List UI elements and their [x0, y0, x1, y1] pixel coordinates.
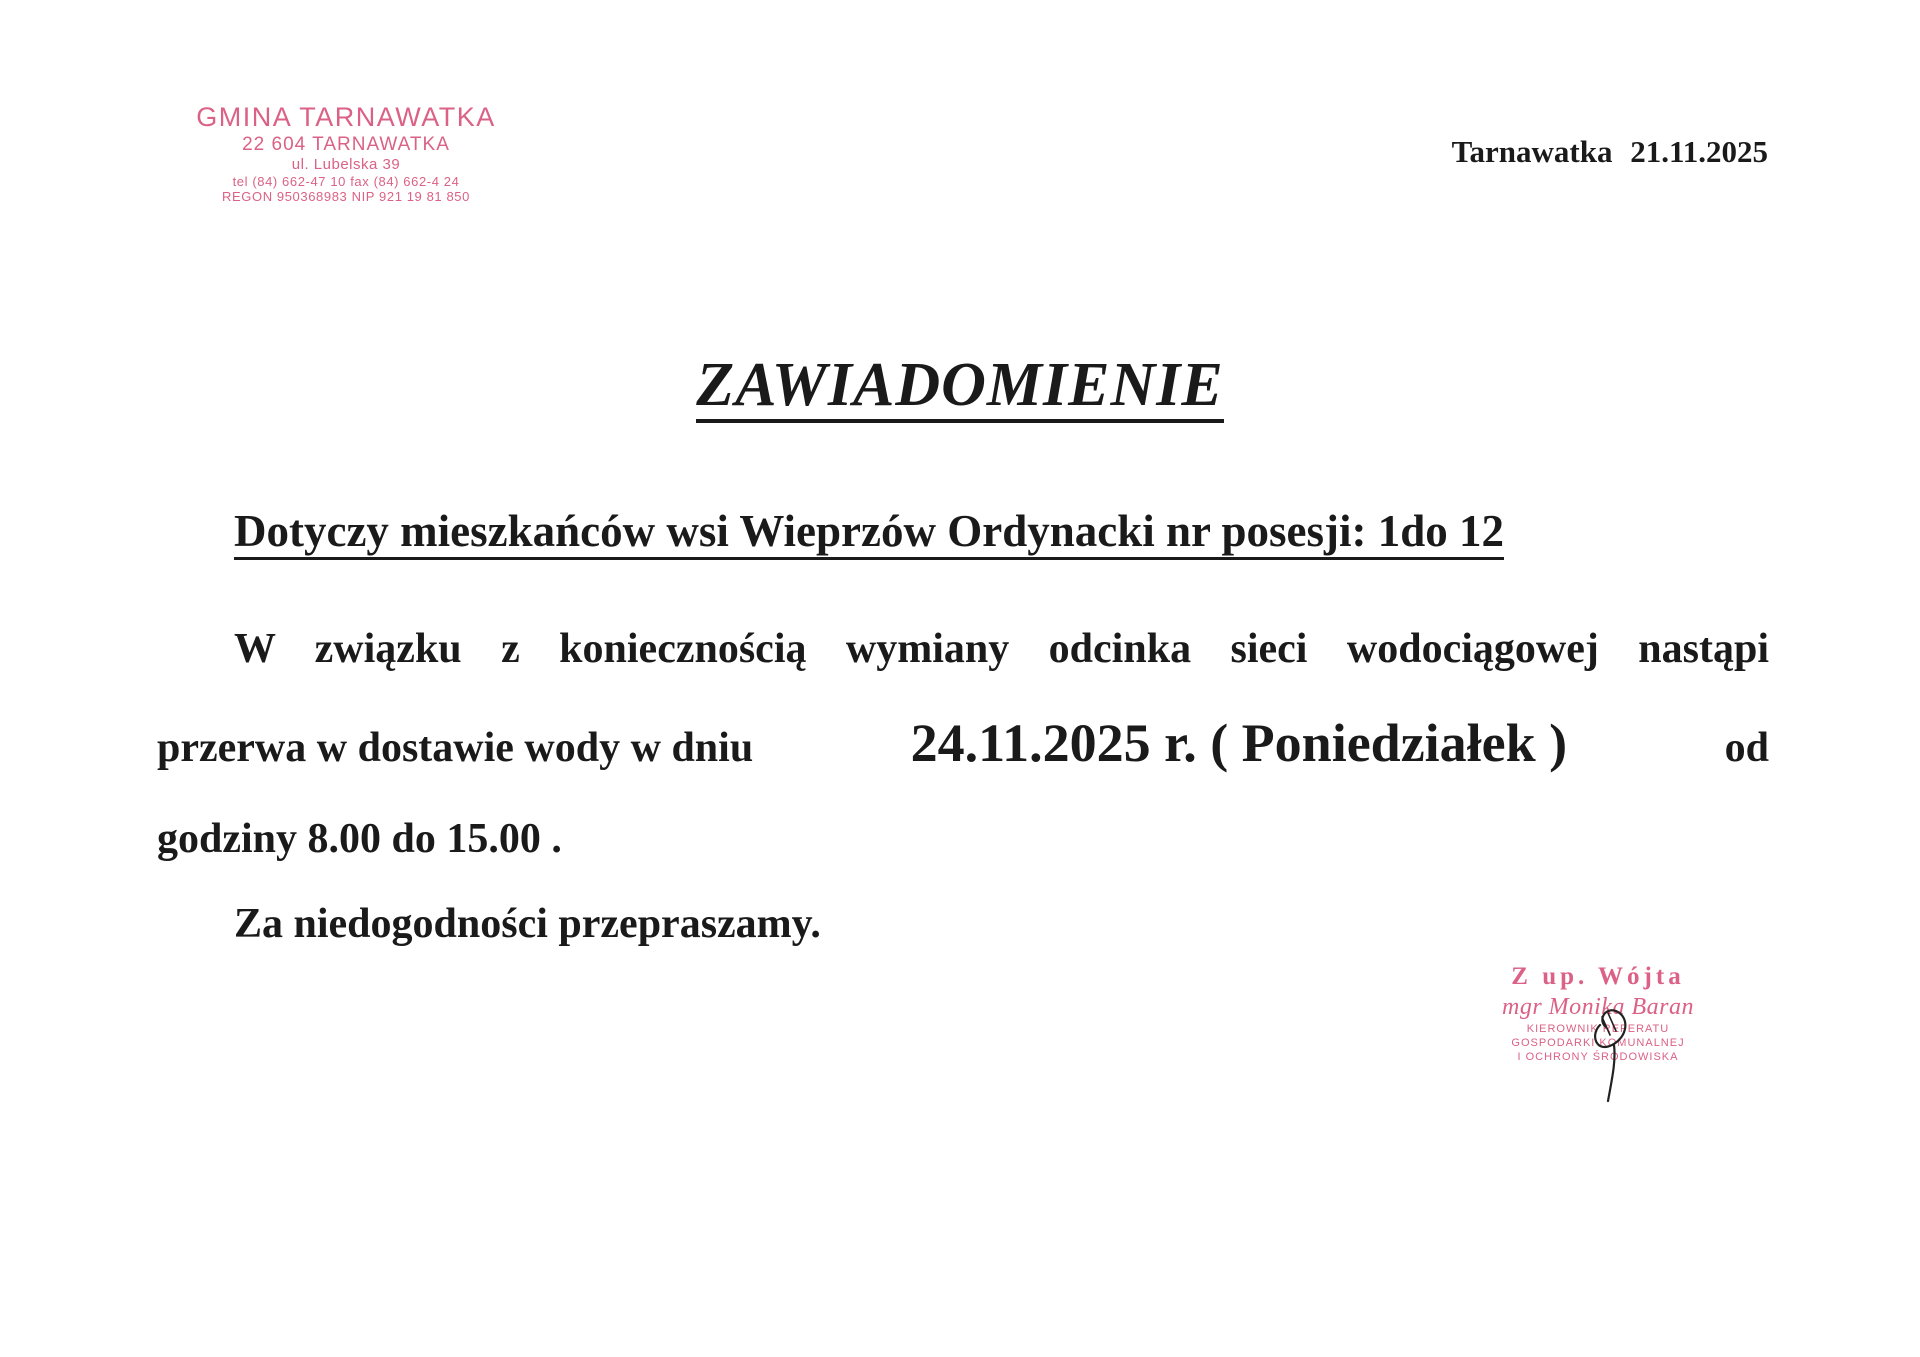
- body-line-2-end: od: [1724, 725, 1769, 771]
- document-title: [0, 350, 1920, 423]
- stamp-title: GMINA TARNAWATKA: [196, 102, 496, 132]
- body-line-2-start: przerwa w dostawie wody w dniu: [157, 725, 754, 771]
- closing-line: Za niedogodności przepraszamy.: [234, 901, 821, 947]
- municipality-stamp: [196, 102, 496, 205]
- date: 21.11.2025: [1630, 134, 1768, 169]
- subject-text: Dotyczy mieszkańców wsi Wieprzów Ordynacki nr posesji: 1do 12: [234, 506, 1504, 560]
- signatory-role-2: GOSPODARKI KOMUNALNEJ: [1511, 1036, 1685, 1049]
- signatory-name: mgr Monika Baran: [1502, 994, 1694, 1020]
- body-line-3: godziny 8.00 do 15.00 .: [157, 816, 562, 862]
- body-line-1: W związku z koniecznością wymiany odcinka sieci wodociągowej nastąpi: [234, 626, 1769, 672]
- subject-line: [234, 505, 1504, 557]
- signatory-role-3: I OCHRONY ŚRODOWISKA: [1517, 1050, 1679, 1063]
- stamp-postal: 22 604 TARNAWATKA: [242, 133, 450, 155]
- stamp-phone-fax: tel (84) 662-47 10 fax (84) 662-4 24: [232, 173, 460, 189]
- place: Tarnawatka: [1451, 134, 1613, 169]
- place-and-date: [1452, 134, 1768, 170]
- stamp-regon-nip: REGON 950368983 NIP 921 19 81 850: [222, 189, 470, 205]
- signature-stamp-title: Z up. Wójta: [1511, 963, 1685, 990]
- signatory-role-1: KIEROWNIK REFERATU: [1526, 1023, 1670, 1036]
- outage-date: 24.11.2025 r. ( Poniedziałek ): [910, 713, 1568, 773]
- handwritten-signature-icon: [1582, 995, 1642, 1105]
- stamp-street: ul. Lubelska 39: [291, 156, 401, 174]
- document-title-text: ZAWIADOMIENIE: [696, 353, 1224, 423]
- body-line-2: [157, 712, 1769, 774]
